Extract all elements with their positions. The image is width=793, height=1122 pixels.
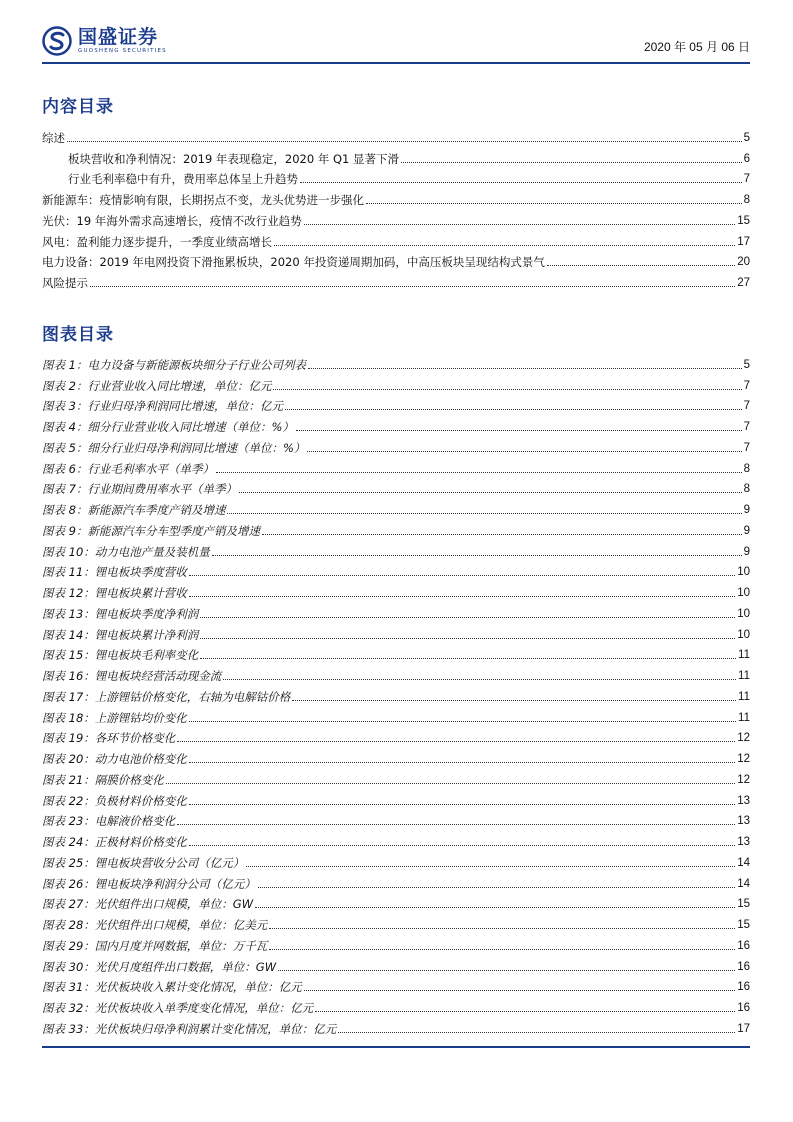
figure-entry-label[interactable]: 图表 4：细分行业营业收入同比增速（单位：%） (42, 420, 294, 434)
contents-entry-page[interactable]: 15 (737, 214, 750, 227)
dot-leader (258, 887, 735, 888)
dot-leader (189, 845, 735, 846)
figure-entry-label[interactable]: 图表 33：光伏板块归母净利润累计变化情况，单位：亿元 (42, 1021, 337, 1036)
figure-entry-label[interactable]: 图表 12：锂电板块累计营收 (42, 586, 187, 600)
figure-entry-page[interactable]: 10 (737, 628, 750, 641)
dot-leader (223, 679, 736, 680)
figure-entry-label[interactable]: 图表 11：锂电板块季度营收 (42, 565, 187, 580)
figure-entry[interactable] (42, 849, 750, 870)
figure-entry-page[interactable]: 11 (738, 649, 750, 662)
figure-entry[interactable] (42, 455, 750, 476)
figure-entry-page[interactable]: 10 (737, 587, 750, 599)
dot-leader (189, 804, 735, 805)
figure-entry-label[interactable]: 图表 16：锂电板块经营活动现金流 (42, 669, 222, 683)
figure-entry-label[interactable]: 图表 19：各环节价格变化 (42, 731, 176, 746)
dot-leader (189, 575, 735, 576)
figure-entry[interactable] (42, 932, 750, 953)
contents-entry-page[interactable]: 17 (737, 235, 750, 248)
dot-leader (296, 430, 742, 431)
dot-leader (274, 245, 735, 246)
guosheng-logo-icon (42, 26, 72, 56)
dot-leader (90, 286, 735, 287)
figure-entry-page[interactable]: 7 (743, 441, 750, 454)
figure-entry-page[interactable]: 16 (737, 939, 750, 952)
figure-entry-label[interactable]: 图表 5：细分行业归母净利润同比增速（单位：%） (42, 440, 306, 455)
figure-entry-page[interactable]: 13 (737, 815, 750, 828)
figure-entry-page[interactable]: 12 (737, 732, 750, 745)
figure-entry[interactable] (42, 953, 750, 974)
dot-leader (200, 638, 735, 639)
contents-entry-page[interactable]: 5 (743, 131, 750, 144)
dot-leader (292, 700, 736, 701)
logo-english-name: GUOSHENG SECURITIES (78, 48, 167, 54)
figure-entry[interactable] (42, 600, 750, 621)
contents-entry-label[interactable]: 电力设备：2019 年电网投资下滑拖累板块，2020 年投资递周期加码，中高压板块呈现结构式景气 (42, 255, 545, 270)
figure-entry-label[interactable]: 图表 31：光伏板块收入累计变化情况，单位：亿元 (42, 980, 302, 995)
figure-entry[interactable] (42, 1015, 750, 1036)
figure-entry[interactable] (42, 725, 750, 746)
figure-entry-page[interactable]: 13 (737, 794, 750, 807)
dot-leader (304, 224, 735, 225)
figure-entry[interactable] (42, 621, 750, 642)
figure-entry-page[interactable]: 9 (743, 545, 750, 558)
dot-leader (189, 596, 735, 597)
contents-entry[interactable] (42, 124, 750, 145)
contents-list (42, 124, 750, 290)
dot-leader (300, 182, 742, 183)
logo-name: 国盛证券 (78, 26, 159, 48)
figure-entry-page[interactable]: 17 (737, 1022, 750, 1035)
figure-entry[interactable] (42, 642, 750, 663)
dot-leader (315, 1011, 735, 1012)
figure-entry-page[interactable]: 11 (738, 670, 750, 682)
figure-entry-page[interactable]: 8 (743, 483, 750, 496)
figure-entry[interactable] (42, 891, 750, 912)
figure-entry[interactable] (42, 974, 750, 995)
figure-entry-label[interactable]: 图表 28：光伏组件出口规模，单位：亿美元 (42, 918, 268, 932)
figure-entry[interactable] (42, 662, 750, 683)
figure-entry-page[interactable]: 12 (737, 773, 750, 786)
figure-entry[interactable] (42, 704, 750, 725)
figure-entry-label[interactable]: 图表 29：国内月度并网数据，单位：万千瓦 (42, 938, 268, 953)
figure-entry-label[interactable]: 图表 30：光伏月度组件出口数据，单位：GW (42, 959, 277, 974)
figure-entry-page[interactable]: 7 (743, 421, 750, 433)
figure-entry-label[interactable]: 图表 13：锂电板块季度净利润 (42, 606, 199, 621)
contents-entry-page[interactable]: 7 (743, 173, 750, 186)
dot-leader (304, 990, 735, 991)
dot-leader (285, 409, 742, 410)
figure-entry-label[interactable]: 图表 6：行业毛利率水平（单季） (42, 461, 214, 476)
figure-entry-label[interactable]: 图表 32：光伏板块收入单季度变化情况，单位：亿元 (42, 1001, 314, 1015)
dot-leader (216, 472, 742, 473)
contents-entry[interactable] (42, 145, 750, 166)
figure-entry[interactable] (42, 413, 750, 434)
figure-entry[interactable] (42, 351, 750, 372)
contents-entry-label[interactable]: 综述 (42, 130, 65, 145)
contents-entry[interactable] (42, 269, 750, 290)
figure-entry-label[interactable]: 图表 8：新能源汽车季度产销及增速 (42, 503, 226, 517)
figure-entry-label[interactable]: 图表 10：动力电池产量及装机量 (42, 544, 210, 559)
figure-entry-label[interactable]: 图表 27：光伏组件出口规模，单位：GW (42, 897, 254, 912)
figure-entry-label[interactable]: 图表 20：动力电池价格变化 (42, 752, 187, 766)
dot-leader (269, 928, 735, 929)
contents-entry-label[interactable]: 光伏：19 年海外需求高速增长，疫情不改行业趋势 (42, 213, 302, 228)
dot-leader (227, 513, 741, 514)
dot-leader (177, 824, 735, 825)
figure-entry-page[interactable]: 11 (738, 690, 750, 703)
figure-entry[interactable] (42, 372, 750, 393)
dot-leader (401, 162, 742, 163)
contents-entry-page[interactable]: 27 (737, 277, 750, 289)
figure-entry-page[interactable]: 10 (737, 607, 750, 620)
dot-leader (307, 451, 741, 452)
figure-entry-page[interactable]: 16 (737, 960, 750, 973)
figure-entry-label[interactable]: 图表 21：隔膜价格变化 (42, 772, 164, 787)
dot-leader (166, 783, 735, 784)
figure-entry[interactable] (42, 911, 750, 932)
figure-entry-page[interactable]: 5 (743, 358, 750, 371)
dot-leader (200, 658, 736, 659)
company-logo (42, 24, 167, 58)
contents-entry[interactable] (42, 228, 750, 249)
figure-entry-page[interactable]: 10 (737, 566, 750, 579)
dot-leader (269, 949, 735, 950)
contents-entry[interactable] (42, 249, 750, 270)
figure-entry-label[interactable]: 图表 9：新能源汽车分车型季度产销及增速 (42, 523, 260, 538)
figure-entry[interactable] (42, 766, 750, 787)
figure-entry-label[interactable]: 图表 18：上游锂钴均价变化 (42, 710, 187, 725)
figure-entry[interactable] (42, 745, 750, 766)
figure-entry-page[interactable]: 16 (737, 1002, 750, 1014)
contents-entry-label[interactable]: 新能源车：疫情影响有限，长期拐点不变，龙头优势进一步强化 (42, 193, 364, 207)
dot-leader (547, 265, 735, 266)
dot-leader (262, 534, 742, 535)
dot-leader (278, 970, 735, 971)
figure-entry-page[interactable]: 14 (737, 877, 750, 890)
figure-entry-page[interactable]: 9 (743, 524, 750, 537)
figure-entry-page[interactable]: 7 (743, 379, 750, 392)
dot-leader (366, 203, 742, 204)
figure-entry-page[interactable]: 14 (737, 856, 750, 869)
figure-entry[interactable] (42, 559, 750, 580)
contents-entry-label[interactable]: 风险提示 (42, 276, 88, 290)
figures-title: 图表目录 (42, 325, 114, 345)
figure-entry-label[interactable]: 图表 1：电力设备与新能源板块细分子行业公司列表 (42, 357, 306, 372)
dot-leader (239, 492, 742, 493)
figure-entry-label[interactable]: 图表 26：锂电板块净利润分公司（亿元） (42, 876, 256, 891)
figure-entry[interactable] (42, 870, 750, 891)
figure-entry-page[interactable]: 12 (737, 753, 750, 765)
figure-entry-page[interactable]: 13 (737, 836, 750, 848)
figure-entry[interactable] (42, 994, 750, 1015)
dot-leader (189, 762, 735, 763)
contents-entry-page[interactable]: 6 (743, 152, 750, 165)
dot-leader (338, 1032, 735, 1033)
figure-entry-page[interactable]: 7 (743, 400, 750, 413)
dot-leader (67, 141, 742, 142)
figure-entry[interactable] (42, 579, 750, 600)
dot-leader (255, 907, 735, 908)
figure-entry-label[interactable]: 图表 3：行业归母净利润同比增速，单位：亿元 (42, 399, 283, 414)
figures-list (42, 351, 750, 1036)
figure-entry[interactable] (42, 808, 750, 829)
figure-entry-label[interactable]: 图表 25：锂电板块营收分公司（亿元） (42, 855, 245, 870)
contents-entry[interactable] (42, 207, 750, 228)
contents-entry-label[interactable]: 行业毛利率稳中有升，费用率总体呈上升趋势 (42, 172, 300, 186)
figure-entry-page[interactable]: 16 (737, 981, 750, 994)
figure-entry[interactable] (42, 393, 750, 414)
figure-entry-label[interactable]: 图表 14：锂电板块累计净利润 (42, 627, 199, 642)
figure-entry-label[interactable]: 图表 22：负极材料价格变化 (42, 793, 187, 808)
dot-leader (189, 721, 736, 722)
contents-entry[interactable] (42, 186, 750, 207)
dot-leader (200, 617, 735, 618)
header-divider (42, 62, 750, 64)
figure-entry-page[interactable]: 15 (737, 898, 750, 911)
page-header (42, 20, 750, 60)
figure-entry-label[interactable]: 图表 15：锂电板块毛利率变化 (42, 648, 199, 663)
figure-entry[interactable] (42, 828, 750, 849)
figure-entry-page[interactable]: 8 (743, 462, 750, 475)
contents-title: 内容目录 (42, 97, 114, 117)
figure-entry-label[interactable]: 图表 17：上游锂钴价格变化，右轴为电解钴价格 (42, 689, 291, 704)
dot-leader (177, 741, 735, 742)
contents-entry-label[interactable]: 风电：盈利能力逐步提升，一季度业绩高增长 (42, 234, 272, 249)
contents-entry-page[interactable]: 8 (743, 194, 750, 206)
figure-entry-page[interactable]: 9 (743, 504, 750, 516)
figure-entry[interactable] (42, 476, 750, 497)
figure-entry[interactable] (42, 434, 750, 455)
dot-leader (246, 866, 735, 867)
contents-entry[interactable] (42, 166, 750, 187)
contents-entry-page[interactable]: 20 (737, 256, 750, 269)
dot-leader (273, 389, 741, 390)
figure-entry[interactable] (42, 517, 750, 538)
figure-entry-label[interactable]: 图表 2：行业营业收入同比增速，单位：亿元 (42, 378, 272, 393)
figure-entry-label[interactable]: 图表 24：正极材料价格变化 (42, 835, 187, 849)
report-date: 2020 年 05 月 06 日 (643, 40, 750, 54)
figure-entry-label[interactable]: 图表 7：行业期间费用率水平（单季） (42, 482, 237, 497)
figure-entry-page[interactable]: 11 (738, 711, 750, 724)
figure-entry-label[interactable]: 图表 23：电解液价格变化 (42, 814, 176, 829)
footer-divider (42, 1046, 750, 1048)
dot-leader (212, 555, 742, 556)
figure-entry[interactable] (42, 538, 750, 559)
dot-leader (308, 368, 742, 369)
contents-entry-label[interactable]: 板块营收和净利情况：2019 年表现稳定，2020 年 Q1 显著下滑 (42, 152, 401, 166)
figure-entry[interactable] (42, 496, 750, 517)
figure-entry[interactable] (42, 787, 750, 808)
figure-entry-page[interactable]: 15 (737, 919, 750, 931)
figure-entry[interactable] (42, 683, 750, 704)
